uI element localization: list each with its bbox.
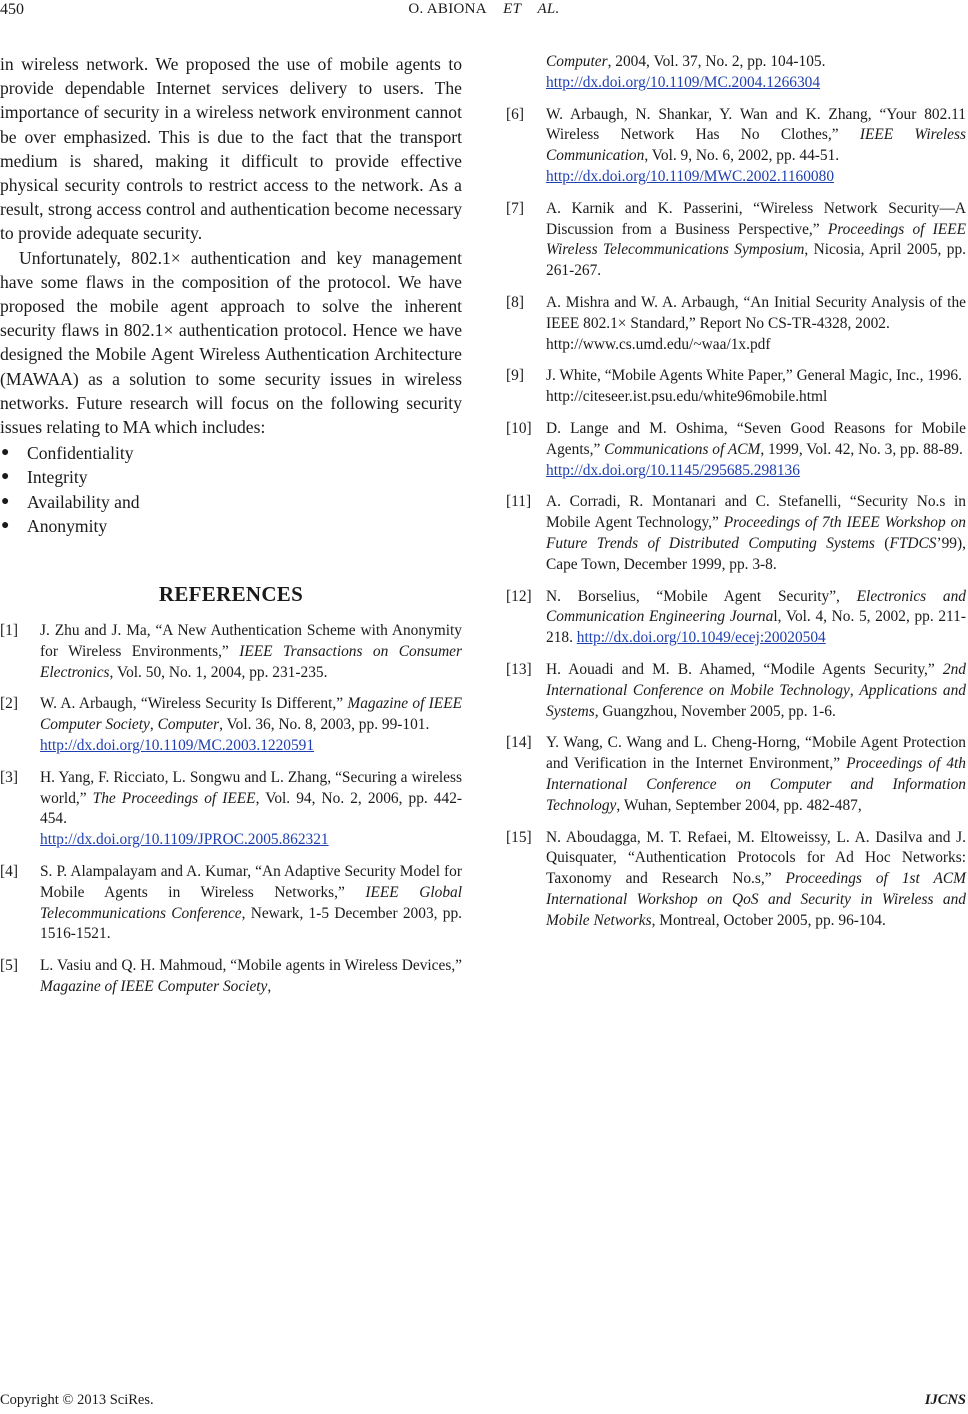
reference-4: [4] S. P. Alampalayam and A. Kumar, “An Adaptive Security Model for Mobile Agents in Wireless Networks,” IEEE Global Telecommunications Conference, Newark, 1-5 December 2003, pp. 1516-1521. — [0, 863, 462, 943]
doi-link[interactable]: http://dx.doi.org/10.1109/JPROC.2005.862321 — [40, 831, 329, 849]
reference-5: [5] L. Vasiu and Q. H. Mahmoud, “Mobile agents in Wireless Devices,” Magazine of IEEE Computer Society, — [0, 957, 462, 996]
body-paragraph-2: Unfortunately, 802.1× authentication and key management have some flaws in the composition of the protocol. We have proposed the mobile agent approach to solve the inherent security flaws in 802.1× authentication protocol. Hence we have designed the Mobile Agent Wireless Authentication Architecture (MAWAA) as a solution to some security issues in wireless networks. Future research will focus on the following security issues relating to MA which includes: — [0, 247, 462, 438]
references-heading: REFERENCES — [158, 582, 304, 607]
doi-link[interactable]: http://dx.doi.org/10.1049/ecej:20020504 — [576, 629, 826, 647]
right-column — [506, 52, 966, 942]
report-url: http://www.cs.umd.edu/~waa/1x.pdf — [546, 335, 771, 353]
doi-link[interactable]: http://dx.doi.org/10.1109/MC.2003.1220591 — [40, 737, 315, 755]
left-column — [0, 52, 462, 1009]
doi-link[interactable]: http://dx.doi.org/10.1109/MC.2004.1266304 — [546, 73, 821, 91]
reference-14: [14] Y. Wang, C. Wang and L. Cheng-Horng, “Mobile Agent Protection and Verification in the Internet Environment,” Proceedings of 4th International Conference on Computer and Information Technology, Wuhan, September 2004, pp. 482-487, — [506, 734, 966, 814]
running-head-authors — [0, 1, 968, 18]
bullet-icon: ● — [1, 517, 10, 533]
reference-11: [11] A. Corradi, R. Montanari and C. Stefanelli, “Security No.s in Mobile Agent Technology,” Proceedings of 7th IEEE Workshop on Future Trends of Distributed Computing Systems (FTDCS’99), Cape Town, December 1999, pp. 3-8. — [506, 493, 966, 573]
list-item: ● Anonymity — [0, 514, 462, 538]
reference-3: [3] H. Yang, F. Ricciato, L. Songwu and L. Zhang, “Securing a wireless world,” The Proceedings of IEEE, Vol. 94, No. 2, 2006, pp. 442-454. http://dx.doi.org/10.1109/JPROC.2005.862321 — [0, 768, 462, 851]
reference-13: [13] H. Aouadi and M. B. Ahamed, “Modile Agents Security,” 2nd International Conference on Mobile Technology, Applications and Systems, Guangzhou, November 2005, pp. 1-6. — [506, 660, 966, 720]
reference-8: [8] A. Mishra and W. A. Arbaugh, “An Initial Security Analysis of the IEEE 802.1× Standard,” Report No CS-TR-4328, 2002. http://www.cs.umd.edu/~waa/1x.pdf — [506, 293, 966, 355]
reference-5-continued: Computer, 2004, Vol. 37, No. 2, pp. 104-105. http://dx.doi.org/10.1109/MC.2004.1266304 — [506, 52, 966, 94]
reference-9: [9] J. White, “Mobile Agents White Paper,” General Magic, Inc., 1996. http://citeseer.ist.psu.edu/white96mobile.html — [506, 366, 966, 408]
running-header — [0, 0, 968, 30]
page-number: 450 — [0, 1, 24, 18]
reference-7: [7] A. Karnik and K. Passerini, “Wireless Network Security—A Discussion from a Business Perspective,” Proceedings of IEEE Wireless Telecommunications Symposium, Nicosia, April 2005, pp. 261-267. — [506, 199, 967, 280]
body-paragraph-1: in wireless network. We proposed the use of mobile agents to provide dependable Internet services delivery to users. The importance of security in a wireless network environment cannot be over emphasized. This is due to the fact that the transport medium is shared, making it difficult to provide effective physical security controls to restrict access to the network. As a result, strong access control and authentication become necessary to provide adequate security. — [0, 54, 462, 244]
reference-1: [1] J. Zhu and J. Ma, “A New Authentication Scheme with Anonymity for Wireless Environments,” IEEE Transactions on Consumer Electronics, Vol. 50, No. 1, 2004, pp. 231-235. — [0, 622, 463, 681]
bullet-icon: ● — [1, 445, 10, 461]
journal-name: IJCNS — [924, 1392, 966, 1408]
author-name: O. ABIONA — [408, 1, 487, 17]
reference-12: [12] N. Borselius, “Mobile Agent Security”, Electronics and Communication Engineering Journal, Vol. 4, No. 5, 2002, pp. 211-218. http://dx.doi.org/10.1049/ecej:20020504 — [506, 587, 966, 647]
list-item: ● Integrity — [0, 465, 462, 489]
bullet-icon: ● — [1, 469, 10, 485]
bullet-icon: ● — [1, 493, 10, 509]
copyright-text: Copyright © 2013 SciRes. — [0, 1392, 154, 1408]
list-item: ● Confidentiality — [0, 441, 462, 465]
list-item: ● Availability and — [0, 490, 462, 514]
al-text: AL. — [537, 1, 560, 17]
reference-6: [6] W. Arbaugh, N. Shankar, Y. Wan and K. Zhang, “Your 802.11 Wireless Network Has No Clothes,” IEEE Wireless Communication, Vol. 9, No. 6, 2002, pp. 44-51. http://dx.doi.org/10.1109/MWC.2002.1160080 — [506, 105, 966, 188]
citeseer-url: http://citeseer.ist.psu.edu/white96mobile.html — [546, 388, 828, 406]
reference-10: [10] D. Lange and M. Oshima, “Seven Good Reasons for Mobile Agents,” Communications of ACM, 1999, Vol. 42, No. 3, pp. 88-89. http://dx.doi.org/10.1145/295685.298136 — [506, 419, 966, 481]
reference-2: [2] W. A. Arbaugh, “Wireless Security Is Different,” Magazine of IEEE Computer Society, Computer, Vol. 36, No. 8, 2003, pp. 99-101. http://dx.doi.org/10.1109/MC.2003.1220591 — [0, 694, 462, 756]
et-text: ET — [503, 1, 522, 17]
doi-link[interactable]: http://dx.doi.org/10.1145/295685.298136 — [546, 461, 800, 479]
bullet-list — [0, 441, 462, 538]
reference-15: [15] N. Aboudagga, M. T. Refaei, M. Eltoweissy, L. A. Dasilva and J. Quisquater, “Authentication Protocols for Ad Hoc Networks: Taxonomy and Research No.s,” Proceedings of 1st ACM International Workshop on QoS and Security in Wireless and Mobile Networks, Montreal, October 2005, pp. 96-104. — [506, 828, 966, 929]
doi-link[interactable]: http://dx.doi.org/10.1109/MWC.2002.1160080 — [546, 167, 835, 185]
